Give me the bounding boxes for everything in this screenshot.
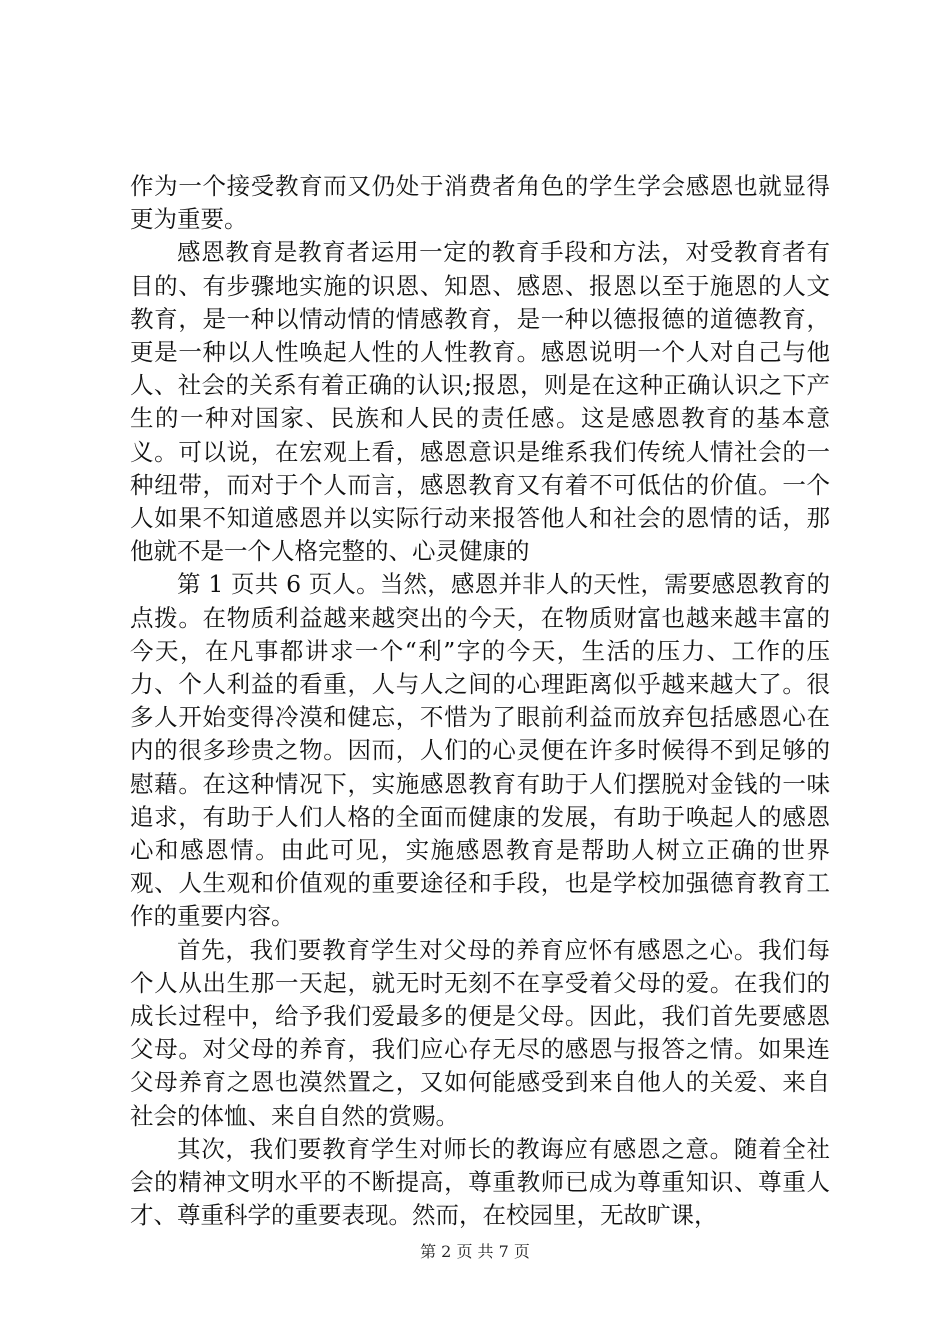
paragraph-3: 第 1 页共 6 页人。当然，感恩并非人的天性，需要感恩教育的点拨。在物质利益越来越突出的今天，在物质财富也越来越丰富的今天，在凡事都讲求一个“利”字的今天，生活的压力、工作的压力、个人利益的看重，人与人之间的心理距离似乎越来越大了。很多人开始变得冷漠和健忘，不惜为了眼前利益而放弃包括感恩心在内的很多珍贵之物。因而，人们的心灵便在许多时候得不到足够的慰藉。在这种情况下，实施感恩教育有助于人们摆脱对金钱的一味追求，有助于人们人格的全面而健康的发展，有助于唤起人的感恩心和感恩情。由此可见，实施感恩教育是帮助人树立正确的世界观、人生观和价值观的重要途径和手段，也是学校加强德育教育工作的重要内容。	[130, 570, 830, 931]
paragraph-5: 其次，我们要教育学生对师长的教诲应有感恩之意。随着全社会的精神文明水平的不断提高，尊重教师已成为尊重知识、尊重人才、尊重科学的重要表现。然而，在校园里，无故旷课，	[130, 1134, 830, 1230]
body-text	[130, 170, 830, 1233]
paragraph-4: 首先，我们要教育学生对父母的养育应怀有感恩之心。我们每个人从出生那一天起，就无时无刻不在享受着父母的爱。在我们的成长过程中，给予我们爱最多的便是父母。因此，我们首先要感恩父母。对父母的养育，我们应心存无尽的感恩与报答之情。如果连父母养育之恩也漠然置之，又如何能感受到来自他人的关爱、来自社会的体恤、来自自然的赏赐。	[130, 935, 830, 1130]
paragraph-1: 作为一个接受教育而又仍处于消费者角色的学生学会感恩也就显得更为重要。	[130, 172, 830, 234]
paragraph-2: 感恩教育是教育者运用一定的教育手段和方法，对受教育者有目的、有步骤地实施的识恩、知恩、感恩、报恩以至于施恩的人文教育，是一种以情动情的情感教育，是一种以德报德的道德教育，更是一种以人性唤起人性的人性教育。感恩说明一个人对自己与他人、社会的关系有着正确的认识;报恩，则是在这种正确认识之下产生的一种对国家、民族和人民的责任感。这是感恩教育的基本意义。可以说，在宏观上看，感恩意识是维系我们传统人情社会的一种纽带，而对于个人而言，感恩教育又有着不可低估的价值。一个人如果不知道感恩并以实际行动来报答他人和社会的恩情的话，那他就不是一个人格完整的、心灵健康的	[130, 238, 830, 566]
page-footer: 第 2 页 共 7 页	[420, 1242, 530, 1261]
